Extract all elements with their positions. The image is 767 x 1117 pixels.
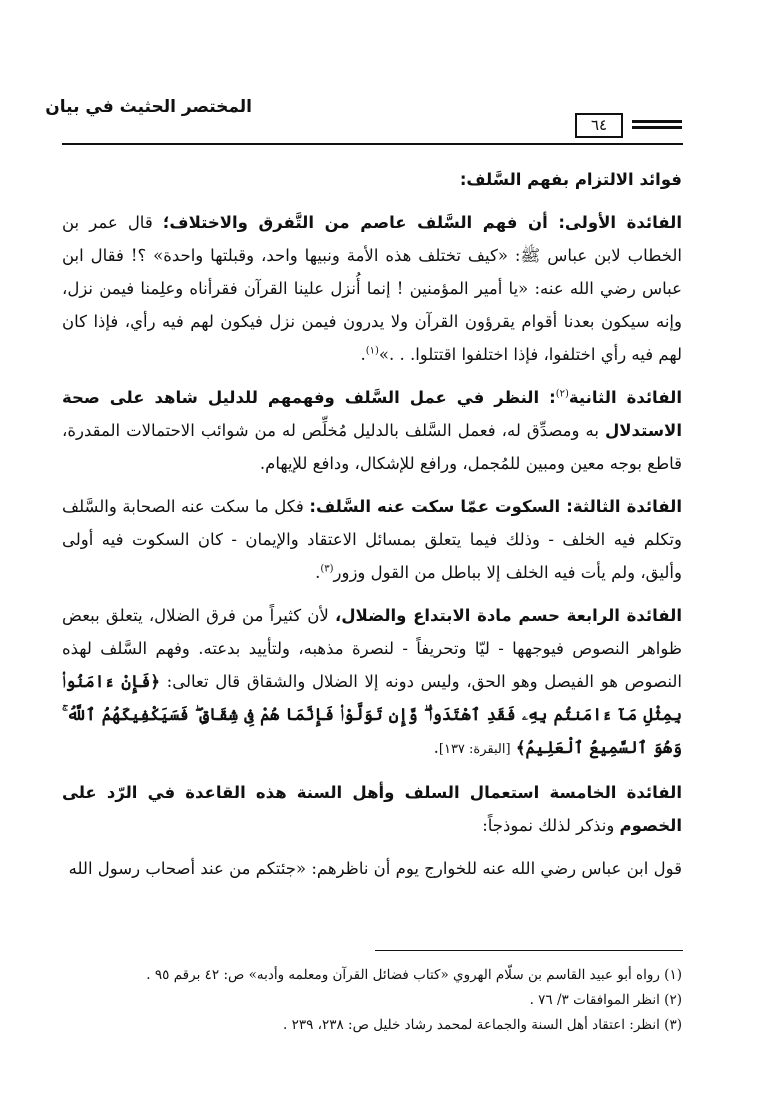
header-rule <box>62 143 683 145</box>
paragraph-text: لأن كثيراً من فرق الضلال، يتعلق ببعض ظواهر النصوص فيوجهها - ليّا وتحريفاً - لنصرة مذهبه، ولتأييد بدعته. وفهم السَّلف لهذه النصوص هو الفيصل وهو الحق، وليس دونه إلا الضلال والشقاق قال تعالى: <box>62 606 682 691</box>
paragraph-tail: . <box>433 738 439 757</box>
footnote-3: (٣) انظر: اعتقاد أهل السنة والجماعة لمحمد رشاد خليل ص: ٢٣٨، ٢٣٩ . <box>282 1017 682 1033</box>
paragraph-lead: الفائدة الثانية <box>568 388 682 407</box>
section-title: فوائد الالتزام بفهم السَّلف: <box>459 170 682 189</box>
paragraph-text: فكل ما سكت عنه الصحابة والسَّلف وتكلم فيه الخلف - وذلك فيما يتعلق بمسائل الاعتقاد والإيمان - كان السكوت فيه أولى وأليق، ولم يأت فيه الخلف إلا بباطل من القول وزور <box>62 497 682 582</box>
page-number-box: ٦٤ <box>575 113 623 138</box>
paragraph-5 <box>62 776 682 842</box>
footnote-2: (٢) انظر الموافقات ٣/ ٧٦ . <box>529 992 682 1008</box>
footnote-ref[interactable]: (٢) <box>555 388 569 400</box>
footnote-1: (١) رواه أبو عبيد القاسم بن سلّام الهروي «كتاب فضائل القرآن ومعلمه وأدبه» ص: ٤٢ برقم ٩٥ . <box>146 967 682 983</box>
paragraph-lead-2: : النظر في عمل السَّلف وفهمهم للدليل شاهد على صحة الاستدلال <box>62 388 682 440</box>
paragraph-lead: الفائدة الثالثة: السكوت عمّا سكت عنه السَّلف: <box>309 497 682 516</box>
quran-verse: ﴿فَإِنْ ءَامَنُوا۟ بِمِثْلِ مَآ ءَامَنتُم بِهِۦ فَقَدِ ٱهْتَدَوا۟ ۖ وَّإِن تَوَلَّوْا۟ فَإِنَّمَا هُمْ فِى شِقَاقٍ ۖ فَسَيَكْفِيكَهُمُ ٱللَّهُ ۚ وَهُوَ ٱلسَّمِيعُ ٱلْعَلِيمُ﴾ <box>62 672 682 757</box>
paragraph-4 <box>62 599 682 766</box>
paragraph-1 <box>62 206 682 371</box>
verse-reference: [البقرة: ١٣٧] <box>438 742 511 757</box>
paragraph-text: قال عمر بن الخطاب لابن عباس ﷺ: «كيف تختلف هذه الأمة ونبيها واحد، وقبلتها واحدة» ؟! فقال ابن عباس رضي الله عنه: «يا أمير المؤمنين ! إنما أُنزل علينا القرآن فقرأناه وعلِمنا فيمن نزل، وإنه سيكون بعدنا أقوام يقرؤون القرآن ولا يدرون فيمن نزل فيكون لهم فيه رأي، فإذا كان لهم فيه رأي اختلفوا، فإذا اختلفوا اقتتلوا. . .» <box>62 213 682 364</box>
paragraph-text: قول ابن عباس رضي الله عنه للخوارج يوم أن ناظرهم: «جئتكم من عند أصحاب رسول الله <box>68 859 682 878</box>
paragraph-text: ونذكر لذلك نموذجاً: <box>482 816 620 835</box>
paragraph-lead: الفائدة الرابعة حسم مادة الابتداع والضلال، <box>334 606 682 625</box>
paragraph-text: به ومصدِّق له، فعمل السَّلف بالدليل مُخلِّص له من شوائب الاحتمالات المقدرة، قاطع بوجه معين ومبين للمُجمل، ورافع للإشكال، ودافع للإيهام. <box>62 421 682 473</box>
running-header-title: المختصر الحثيث في بيان <box>45 97 252 117</box>
paragraph-lead: الفائدة الأولى: أن فهم السَّلف عاصم من التَّفرق والاختلاف؛ <box>162 213 682 232</box>
paragraph-3 <box>62 490 682 589</box>
paragraph-tail: . <box>315 563 321 582</box>
footnote-ref[interactable]: (٣) <box>320 563 334 575</box>
paragraph-lead: الفائدة الخامسة استعمال السلف وأهل السنة هذه القاعدة في الرّد على الخصوم <box>62 783 682 835</box>
paragraph-6 <box>62 852 682 885</box>
main-text <box>62 163 682 895</box>
header-ornament <box>632 120 682 132</box>
footnotes <box>62 963 682 1038</box>
paragraph-2 <box>62 381 682 480</box>
footnote-rule <box>375 950 683 951</box>
footnote-ref[interactable]: (١) <box>365 345 379 357</box>
paragraph-tail: . <box>360 345 366 364</box>
